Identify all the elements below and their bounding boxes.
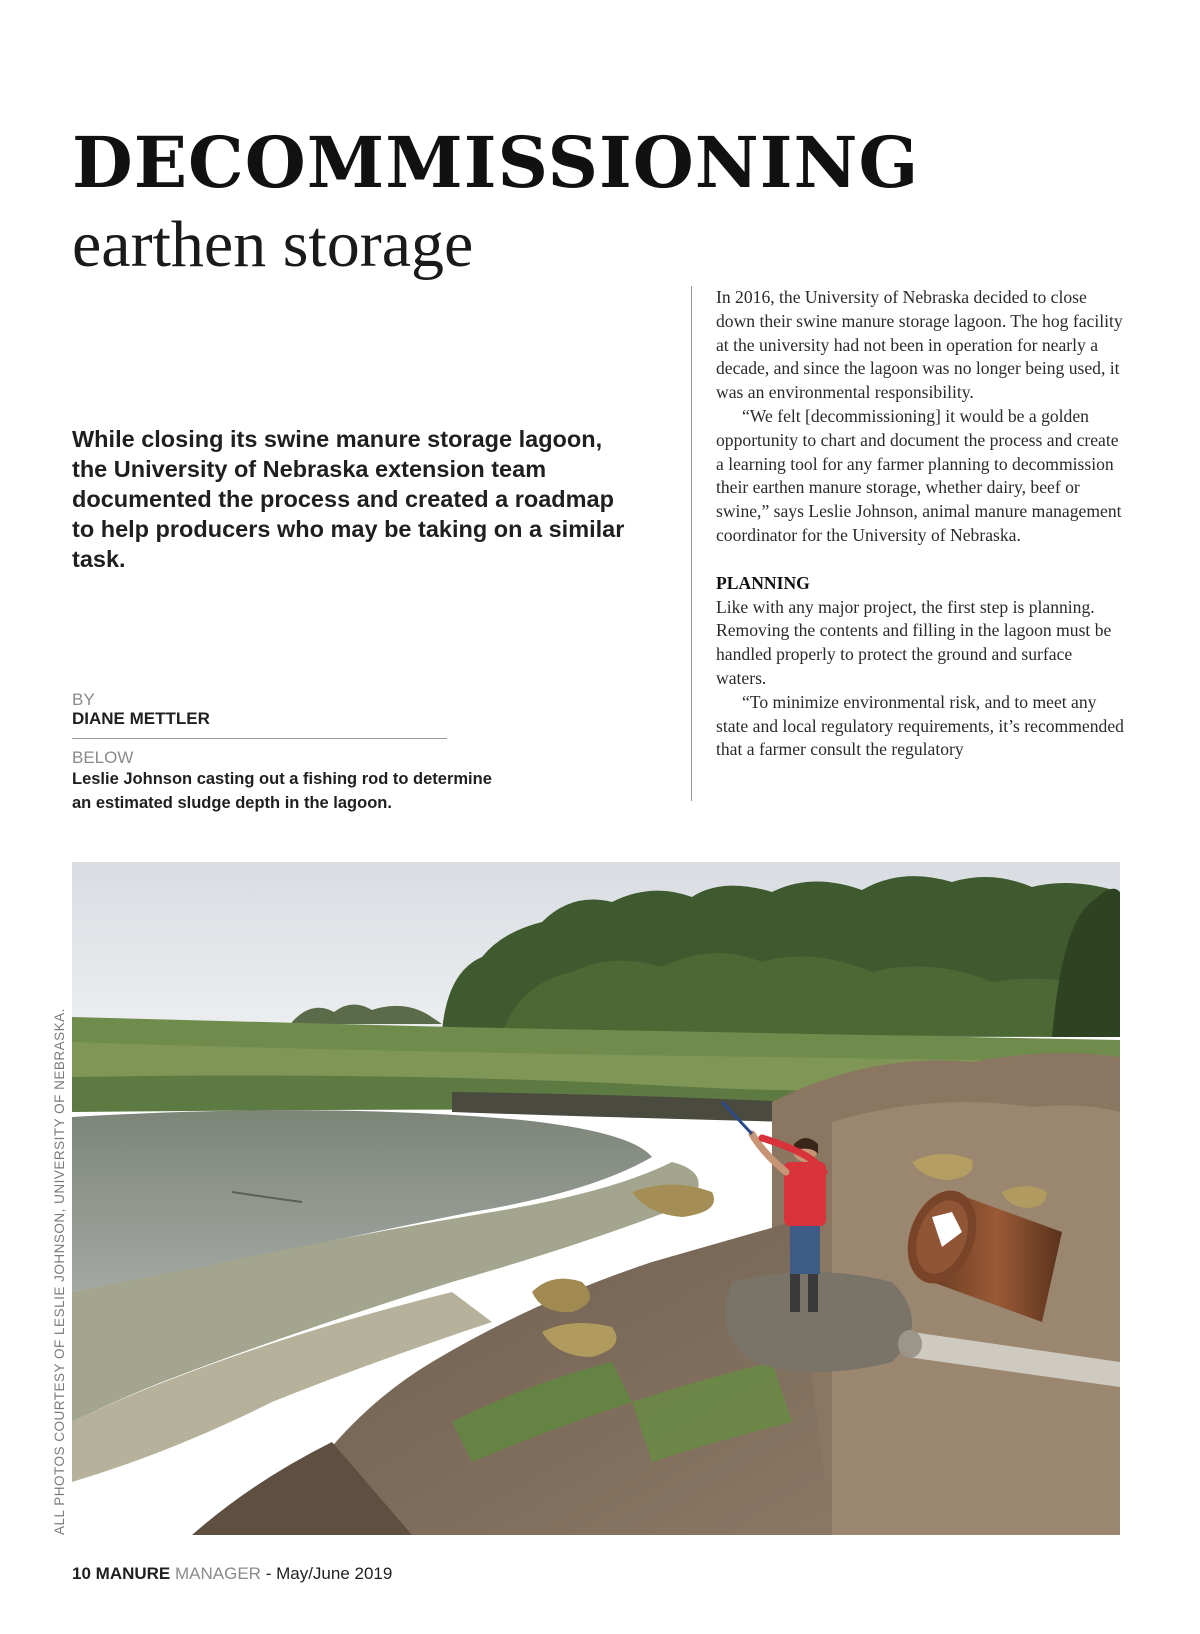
byline-divider bbox=[72, 738, 447, 739]
article-body bbox=[716, 286, 1126, 762]
page-number: 10 bbox=[72, 1564, 91, 1583]
body-paragraph-1: In 2016, the University of Nebraska decided to close down their swine manure storage lagoon. The hog facility at the university had not been in operation for nearly a decade, and since the lagoon was no longer being used, it was an environmental responsibility. bbox=[716, 287, 1123, 403]
magazine-name-bold: MANURE bbox=[95, 1564, 171, 1583]
page-footer bbox=[72, 1564, 392, 1584]
headline: DECOMMISSIONING bbox=[72, 121, 920, 204]
section-heading-planning: PLANNING bbox=[716, 572, 810, 593]
byline-author: DIANE METTLER bbox=[72, 709, 210, 728]
magazine-name-light: MANAGER bbox=[175, 1564, 261, 1583]
issue-date: - May/June 2019 bbox=[265, 1564, 393, 1583]
body-paragraph-2: “We felt [decommissioning] it would be a golden opportunity to chart and document the process and create a learning tool for any farmer planning to decommission their earthen manure storage, whether dairy, beef or swine,” says Leslie Johnson, animal manure management coordinator for the University of Nebraska. bbox=[716, 405, 1122, 545]
column-divider bbox=[691, 286, 692, 801]
body-paragraph-4: “To minimize environmental risk, and to meet any state and local regulatory requirements, it’s recommended that a farmer consult the regulatory bbox=[716, 691, 1124, 760]
byline-label: BY bbox=[72, 690, 95, 709]
photo-credit: ALL PHOTOS COURTESY OF LESLIE JOHNSON, UNIVERSITY OF NEBRASKA. bbox=[52, 1008, 67, 1535]
caption-label: BELOW bbox=[72, 748, 134, 767]
section-spacer bbox=[716, 548, 1126, 572]
article-deck: While closing its swine manure storage lagoon, the University of Nebraska extension team documented the process and created a roadmap to help producers who may be taking on a similar task. bbox=[72, 426, 625, 572]
headline-subtitle: earthen storage bbox=[72, 208, 474, 281]
body-paragraph-3: Like with any major project, the first step is planning. Removing the contents and filling in the lagoon must be handled properly to protect the ground and surface waters. bbox=[716, 596, 1112, 688]
lagoon-photo bbox=[72, 862, 1120, 1535]
photo-caption: Leslie Johnson casting out a fishing rod to determine an estimated sludge depth in the lagoon. bbox=[72, 770, 492, 812]
